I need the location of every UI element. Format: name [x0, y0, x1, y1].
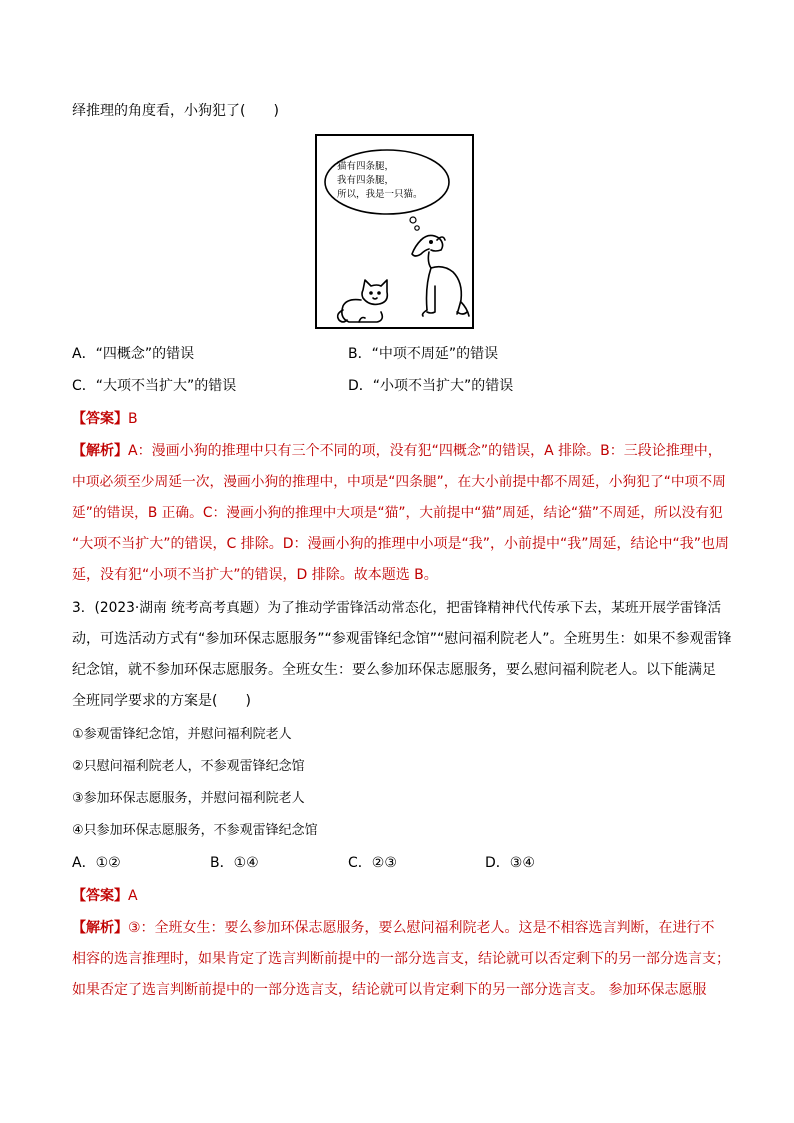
q3-option-b: B．①④	[210, 855, 259, 871]
answer-tag: 【答案】	[72, 411, 128, 427]
answer-value: B	[128, 411, 138, 427]
q3-stem-line-1: 3．(2023·湖南 统考高考真题）为了推动学雷锋活动常态化，把雷锋精神代代传承下去，某班开展学雷锋活	[72, 600, 722, 616]
q2-option-c: C．“大项不当扩大”的错误	[72, 378, 237, 394]
q2-analysis-line-1: 【解析】A：漫画小狗的推理中只有三个不同的项，没有犯“四概念”的错误，A 排除。B：三段论推理中，	[72, 443, 722, 459]
q3-item-4: ④只参加环保志愿服务，不参观雷锋纪念馆	[72, 823, 318, 838]
analysis-tag: 【解析】	[72, 920, 128, 936]
cat-illustration	[338, 280, 388, 322]
q3-option-d: D．③④	[485, 855, 535, 871]
q3-option-c: C．②③	[348, 855, 397, 871]
question-2-stem-tail: 绎推理的角度看，小狗犯了( )	[72, 103, 279, 119]
q3-analysis-line-2: 相容的选言推理时，如果肯定了选言判断前提中的一部分选言支，结论就可以否定剩下的另一部分选言支；	[72, 951, 730, 967]
analysis-tag: 【解析】	[72, 443, 128, 459]
q3-item-3: ③参加环保志愿服务，并慰问福利院老人	[72, 791, 305, 806]
q2-analysis-line-3: 延”的错误，B 正确。C：漫画小狗的推理中大项是“猫”，大前提中“猫”周延，结论“猫”不周延，所以没有犯	[72, 505, 723, 521]
q2-answer	[72, 409, 732, 429]
q2-option-d: D．“小项不当扩大”的错误	[348, 378, 514, 394]
q3-stem-line-4: 全班同学要求的方案是( )	[72, 693, 251, 709]
q3-analysis-line-3: 如果否定了选言判断前提中的一部分选言支，结论就可以肯定剩下的另一部分选言支。 参加环保志愿服	[72, 982, 707, 998]
q3-item-2: ②只慰问福利院老人，不参观雷锋纪念馆	[72, 759, 305, 774]
dog-illustration	[412, 235, 469, 316]
answer-tag: 【答案】	[72, 888, 128, 904]
q3-option-a: A．①②	[72, 855, 121, 871]
q2-analysis-line-5: 延，没有犯“小项不当扩大”的错误，D 排除。故本题选 B。	[72, 567, 438, 583]
q3-stem-line-3: 纪念馆，就不参加环保志愿服务。全班女生：要么参加环保志愿服务，要么慰问福利院老人。以下能满足	[72, 662, 716, 678]
q2-analysis-line-2: 中项必须至少周延一次，漫画小狗的推理中，中项是“四条腿”，在大小前提中都不周延，小狗犯了“中项不周	[72, 474, 726, 490]
cartoon-figure	[315, 134, 474, 329]
answer-value: A	[128, 888, 138, 904]
q2-analysis-line-4: “大项不当扩大”的错误，C 排除。D：漫画小狗的推理中小项是“我”，小前提中“我”周延，结论中“我”也周	[72, 536, 730, 552]
bubble-line-3: 所以，我是一只猫。	[337, 189, 423, 200]
bubble-line-1: 猫有四条腿，	[337, 161, 395, 172]
q3-stem-line-2: 动，可选活动方式有“参加环保志愿服务”“参观雷锋纪念馆”“慰问福利院老人”。全班男生：如果不参观雷锋	[72, 631, 732, 647]
q3-analysis-line-1: 【解析】③：全班女生：要么参加环保志愿服务，要么慰问福利院老人。这是不相容选言判断，在进行不	[72, 920, 715, 936]
q3-item-1: ①参观雷锋纪念馆，并慰问福利院老人	[72, 727, 292, 742]
q3-answer	[72, 886, 732, 906]
q2-option-a: A．“四概念”的错误	[72, 346, 195, 362]
q2-option-b: B．“中项不周延”的错误	[348, 346, 499, 362]
bubble-line-2: 我有四条腿，	[337, 175, 395, 186]
